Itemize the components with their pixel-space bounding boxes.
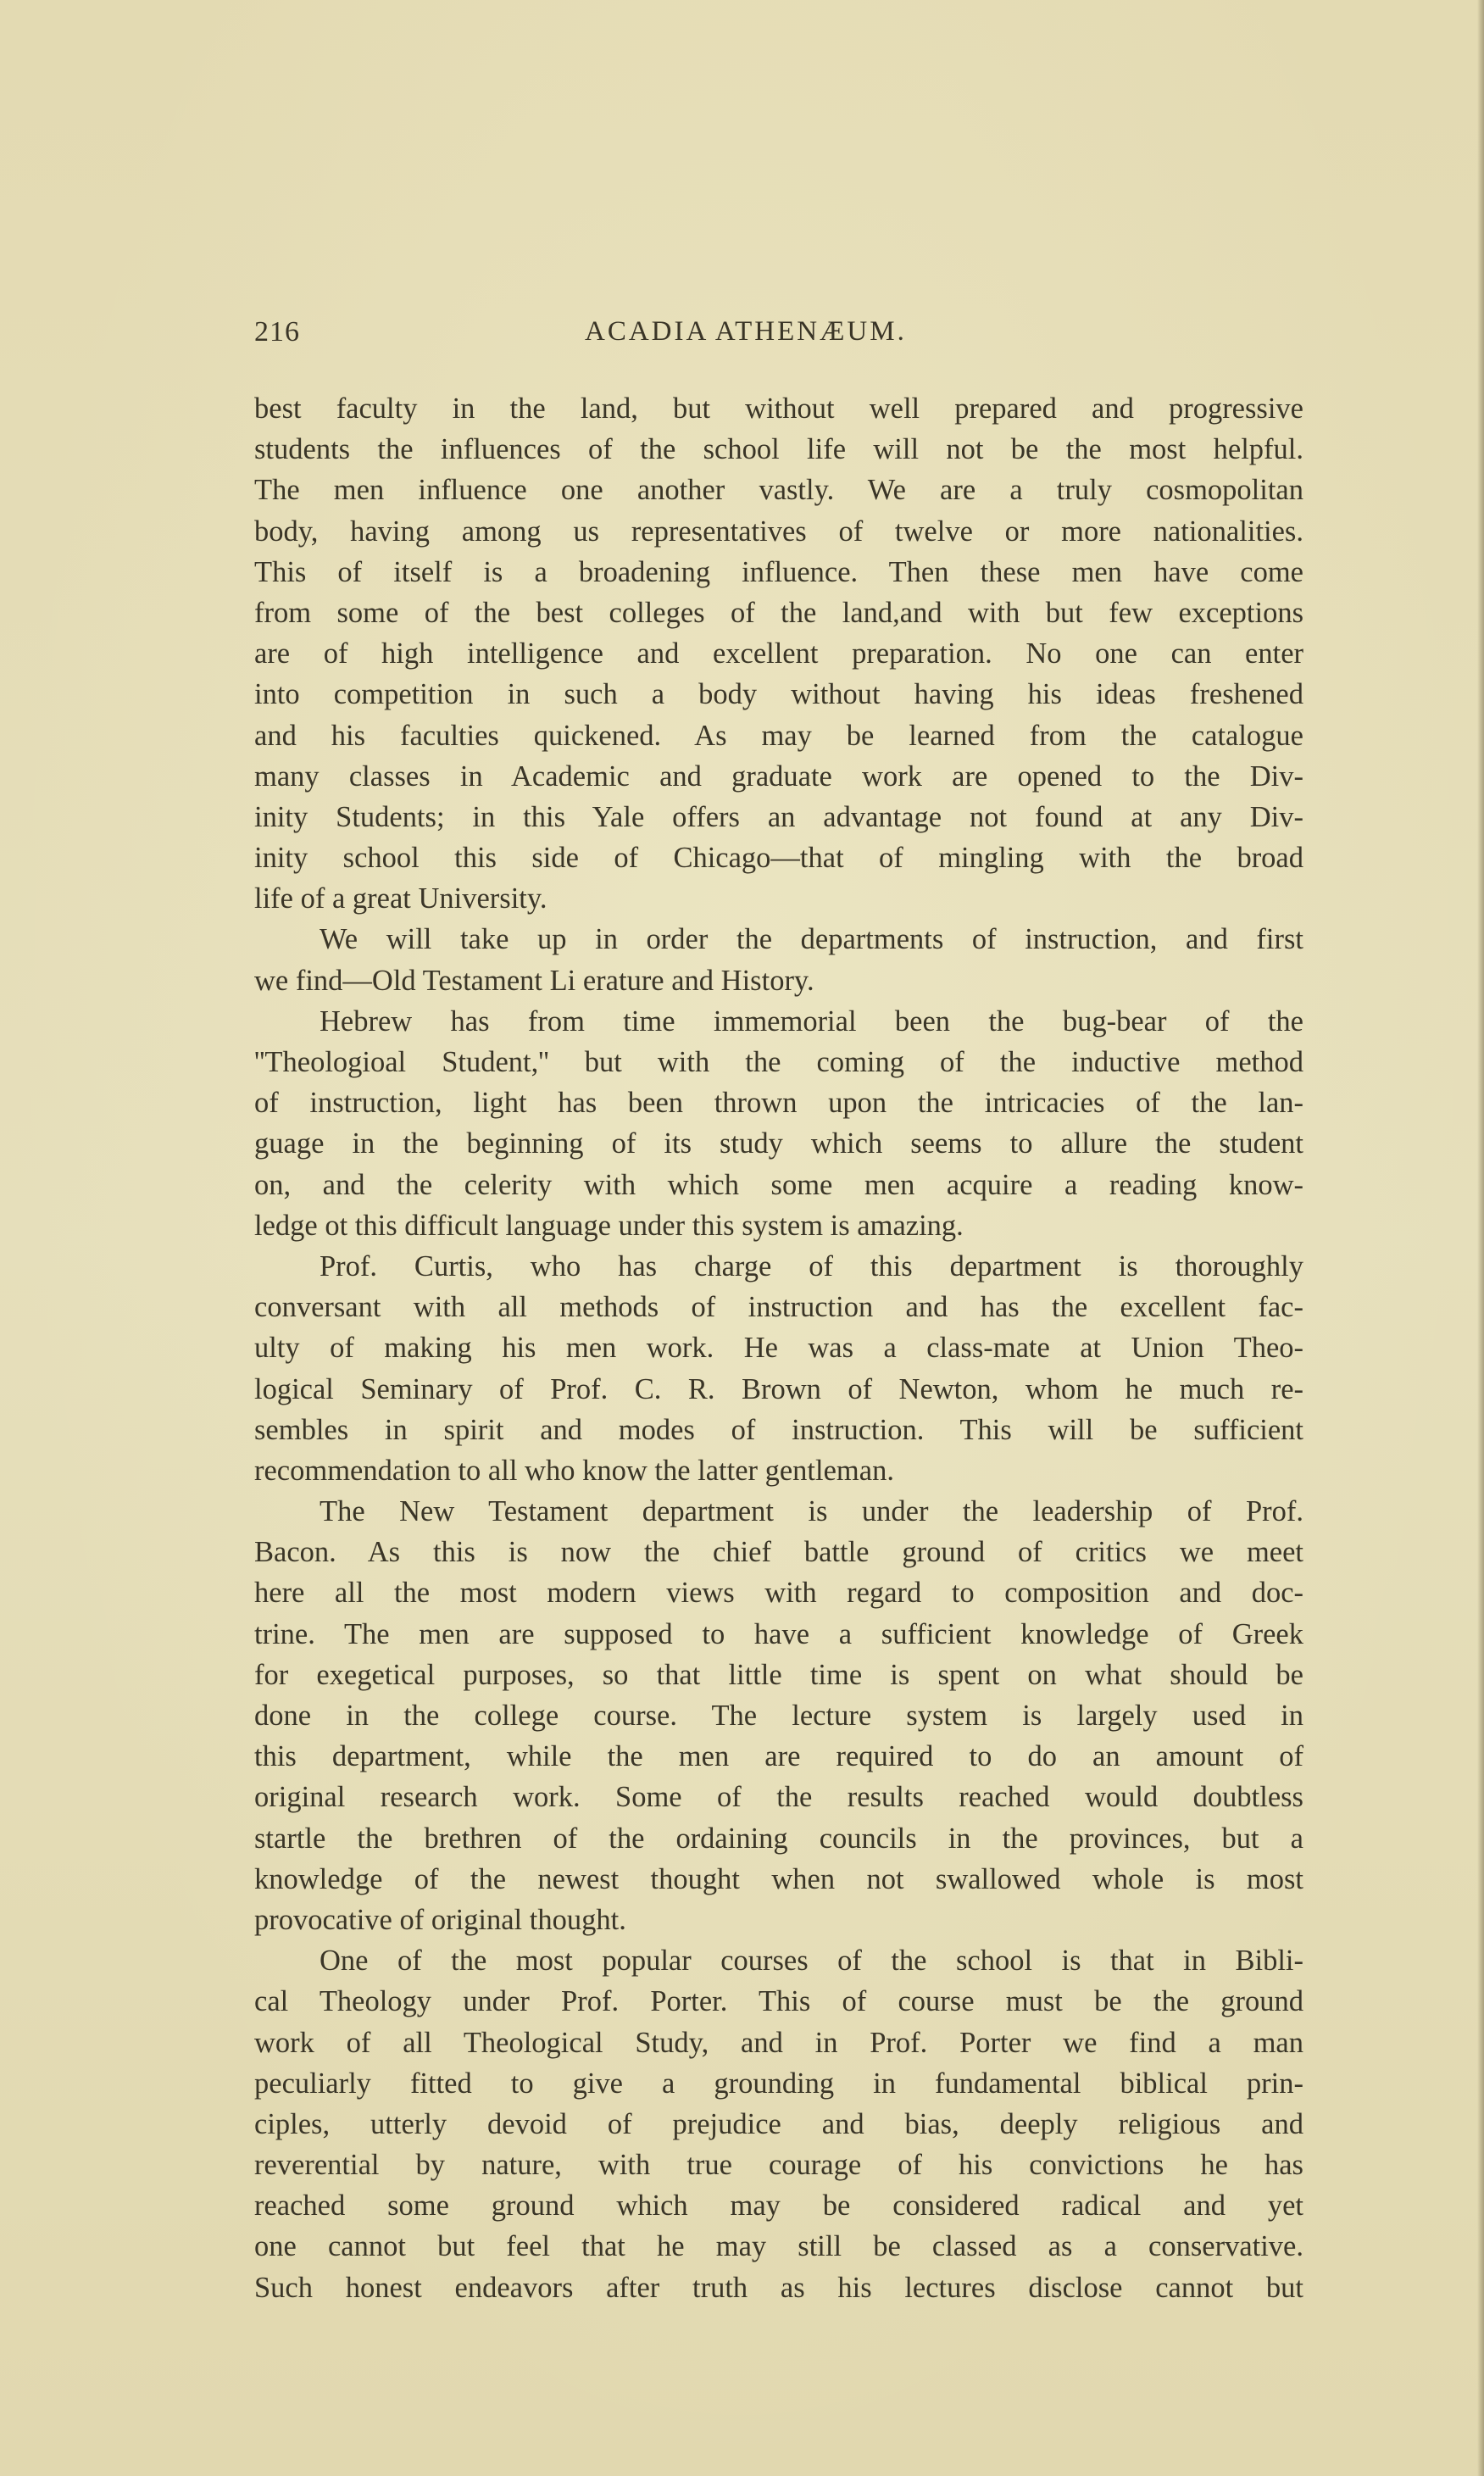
text-line: here all the most modern views with regard to composition and doc- [254, 1577, 1303, 1610]
text-line: ciples, utterly devoid of prejudice and bias, deeply religious and [254, 2107, 1303, 2140]
text-line: life of a great University. [254, 882, 547, 915]
body-text [254, 388, 1303, 2308]
text-line: reverential by nature, with true courage of his convictions he has [254, 2149, 1303, 2182]
text-line: cal Theology under Prof. Porter. This of course must be the ground [254, 1985, 1303, 2018]
text-line: work of all Theological Study, and in Prof. Porter we find a man [254, 2026, 1303, 2059]
page-number: 216 [254, 316, 300, 348]
text-line: best faculty in the land, but without well prepared and progressive [254, 392, 1303, 425]
text-line: we find—Old Testament Li erature and History. [254, 964, 814, 997]
text-line: reached some ground which may be considered radical and yet [254, 2189, 1303, 2223]
text-line: this department, while the men are required to do an amount of [254, 1740, 1303, 1773]
text-line: The men influence one another vastly. We are a truly cosmopolitan [254, 474, 1303, 507]
paragraph-first-line: Hebrew has from time immemorial been the bug-bear of the [320, 1004, 1303, 1038]
paragraph-first-line: One of the most popular courses of the school is that in Bibli- [320, 1945, 1303, 1978]
text-line: This of itself is a broadening influence. Then these men have come [254, 555, 1303, 588]
text-line: of instruction, light has been thrown upon the intricacies of the lan- [254, 1087, 1303, 1120]
text-line: conversant with all methods of instruction and has the excellent fac- [254, 1291, 1303, 1324]
text-line: into competition in such a body without having his ideas freshened [254, 678, 1303, 711]
text-line: knowledge of the newest thought when not swallowed whole is most [254, 1862, 1303, 1895]
text-line: ledge ot this difficult language under this system is amazing. [254, 1209, 964, 1242]
text-line: Such honest endeavors after truth as his lectures disclose cannot but [254, 2271, 1303, 2304]
text-line: body, having among us representatives of twelve or more nationalities. [254, 515, 1303, 548]
text-line: guage in the beginning of its study which seems to allure the student [254, 1127, 1303, 1160]
text-line: one cannot but feel that he may still be classed as a conservative. [254, 2230, 1303, 2263]
text-line: inity Students; in this Yale offers an advantage not found at any Div- [254, 800, 1303, 833]
paragraph-first-line: We will take up in order the departments of instruction, and first [320, 923, 1303, 956]
text-line: inity school this side of Chicago—that of mingling with the broad [254, 842, 1303, 875]
text-line: on, and the celerity with which some men acquire a reading know- [254, 1168, 1303, 1201]
text-line: and his faculties quickened. As may be learned from the catalogue [254, 719, 1303, 752]
text-line: many classes in Academic and graduate work are opened to the Div- [254, 759, 1303, 793]
text-line: students the influences of the school life will not be the most helpful. [254, 433, 1303, 466]
text-line: original research work. Some of the results reached would doubtless [254, 1781, 1303, 1814]
text-line: trine. The men are supposed to have a sufficient knowledge of Greek [254, 1617, 1303, 1650]
page-edge-shadow [1477, 0, 1484, 2476]
page-header [254, 316, 1303, 359]
running-title: ACADIA ATHENÆUM. [585, 316, 907, 347]
text-line: are of high intelligence and excellent preparation. No one can enter [254, 637, 1303, 670]
text-line: startle the brethren of the ordaining councils in the provinces, but a [254, 1822, 1303, 1855]
text-line: Bacon. As this is now the chief battle ground of critics we meet [254, 1536, 1303, 1569]
text-line: done in the college course. The lecture system is largely used in [254, 1700, 1303, 1732]
text-line: ''Theologioal Student,'' but with the coming of the inductive method [254, 1046, 1303, 1078]
text-line: from some of the best colleges of the land,and with but few exceptions [254, 596, 1303, 629]
text-line: peculiarly fitted to give a grounding in fundamental biblical prin- [254, 2067, 1303, 2100]
paragraph-first-line: Prof. Curtis, who has charge of this department is thoroughly [320, 1249, 1303, 1283]
text-line: for exegetical purposes, so that little time is spent on what should be [254, 1658, 1303, 1691]
text-line: provocative of original thought. [254, 1903, 626, 1936]
text-line: sembles in spirit and modes of instruction. This will be sufficient [254, 1413, 1303, 1446]
text-line: logical Seminary of Prof. C. R. Brown of Newton, whom he much re- [254, 1372, 1303, 1405]
text-line: ulty of making his men work. He was a class-mate at Union Theo- [254, 1332, 1303, 1365]
text-line: recommendation to all who know the latter gentleman. [254, 1454, 894, 1487]
paragraph-first-line: The New Testament department is under the leadership of Prof. [320, 1495, 1303, 1528]
